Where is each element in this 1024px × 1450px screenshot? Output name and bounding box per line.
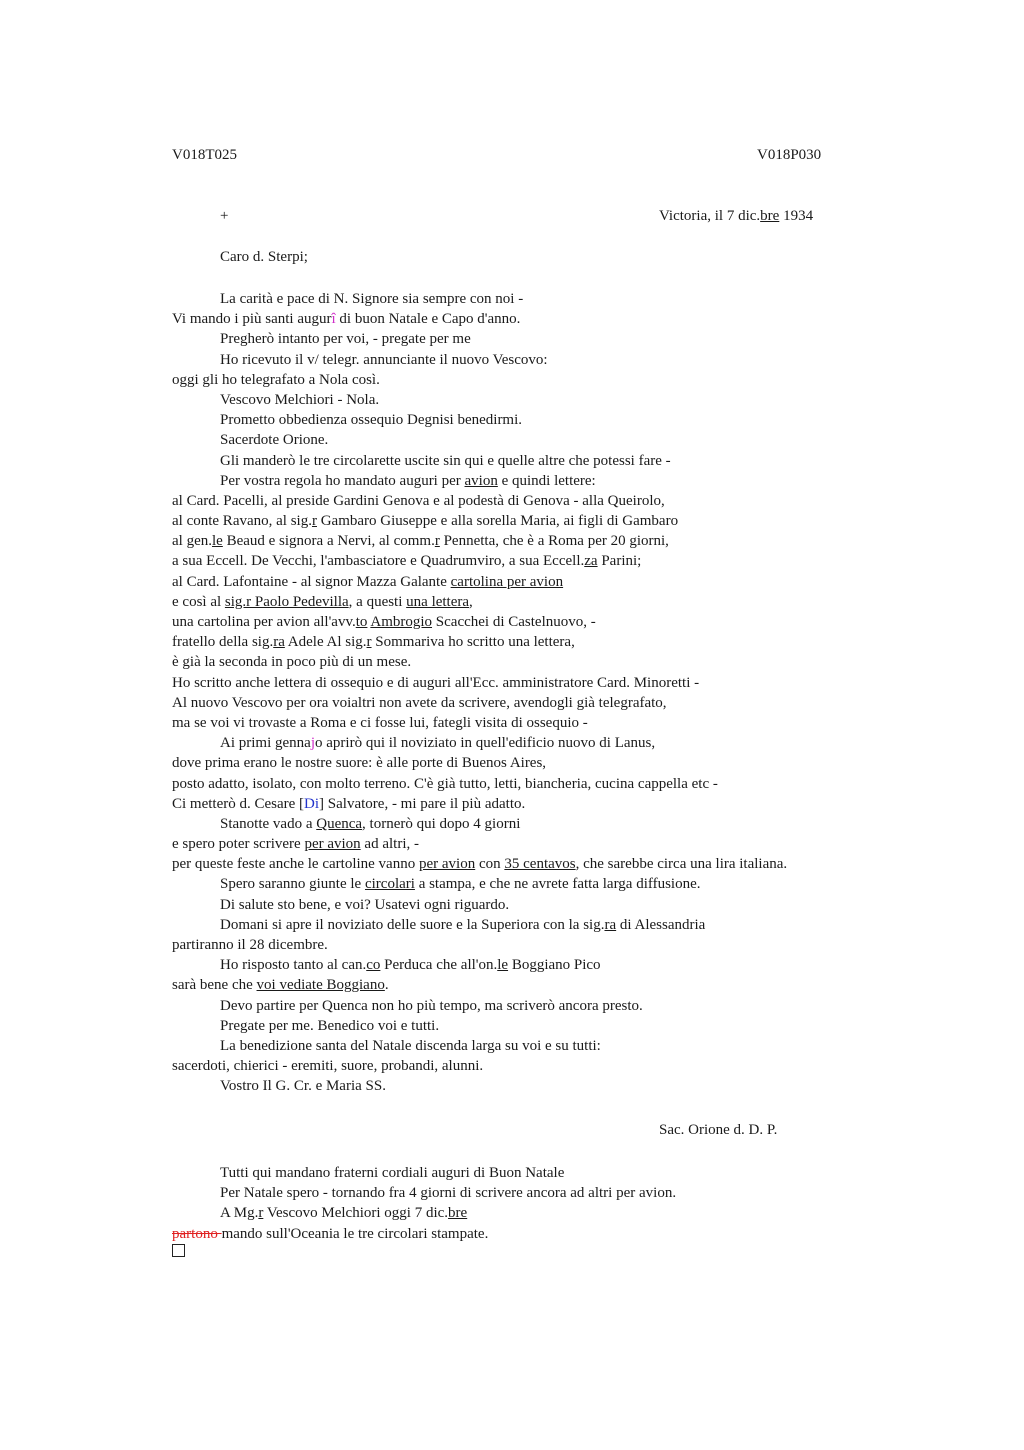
body-line: al Card. Pacelli, al preside Gardini Genova e al podestà di Genova - alla Queirolo, <box>172 492 665 509</box>
document-code-right: V018P030 <box>757 147 822 163</box>
body-line: Spero saranno giunte le circolari a stampa, e che ne avrete fatta larga diffusione. <box>220 876 701 893</box>
body-line: Al nuovo Vescovo per ora voialtri non avete da scrivere, avendogli già telegrafato, <box>172 694 667 711</box>
body-line: a sua Eccell. De Vecchi, l'ambasciatore e Quadrumviro, a sua Eccell.za Parini; <box>172 553 642 570</box>
signature: Sac. Orione d. D. P. <box>659 1122 778 1138</box>
body-line: per queste feste anche le cartoline vanno per avion con 35 centavos, che sarebbe circa una lira italiana. <box>172 856 788 873</box>
body-line: fratello della sig.ra Adele Al sig.r Sommariva ho scritto una lettera, <box>172 634 575 651</box>
body-line: Per vostra regola ho mandato auguri per avion e quindi lettere: <box>220 472 596 489</box>
body-line: è già la seconda in poco più di un mese. <box>172 654 412 671</box>
body-line: Ai primi gennajo aprirò qui il noviziato in quell'edificio nuovo di Lanus, <box>220 735 656 752</box>
body-line: al conte Ravano, al sig.r Gambaro Giuseppe e alla sorella Maria, ai figli di Gambaro <box>172 513 679 530</box>
body-line: ma se voi vi trovaste a Roma e ci fosse lui, fategli visita di ossequio - <box>172 714 588 731</box>
postscript-line: partono mando sull'Oceania le tre circolari stampate. <box>172 1225 489 1242</box>
body-line: Gli manderò le tre circolarette uscite sin qui e quelle altre che potessi fare - <box>220 452 671 469</box>
salutation: Caro d. Sterpi; <box>220 249 308 265</box>
body-line: Prometto obbedienza ossequio Degnisi benedirmi. <box>220 412 523 429</box>
body-line: Vescovo Melchiori - Nola. <box>220 391 380 408</box>
body-line: oggi gli ho telegrafato a Nola così. <box>172 371 380 388</box>
body-line: Pregate per me. Benedico voi e tutti. <box>220 1017 440 1034</box>
body-line: posto adatto, isolato, con molto terreno. C'è già tutto, letti, biancheria, cucina cappella etc - <box>172 775 718 792</box>
body-line: e spero poter scrivere per avion ad altri, - <box>172 836 419 853</box>
body-line: Sacerdote Orione. <box>220 432 329 449</box>
body-line: Ho scritto anche lettera di ossequio e di auguri all'Ecc. amministratore Card. Minoretti - <box>172 674 700 691</box>
document-code-left: V018T025 <box>172 147 237 163</box>
body-line: La benedizione santa del Natale discenda larga su voi e su tutti: <box>220 1037 601 1054</box>
postscript-line: Tutti qui mandano fraterni cordiali auguri di Buon Natale <box>220 1165 565 1181</box>
dateline: Victoria, il 7 dic.bre 1934 <box>659 208 814 224</box>
body-line: Stanotte vado a Quenca, tornerò qui dopo 4 giorni <box>220 815 521 832</box>
body-line: Ci metterò d. Cesare [Di] Salvatore, - mi pare il più adatto. <box>172 795 526 812</box>
postscript-line: Per Natale spero - tornando fra 4 giorni di scrivere ancora ad altri per avion. <box>220 1185 677 1202</box>
body-line: una cartolina per avion all'avv.to Ambrogio Scacchei di Castelnuovo, - <box>172 614 596 630</box>
body-line: dove prima erano le nostre suore: è alle porte di Buenos Aires, <box>172 755 547 772</box>
body-line: partiranno il 28 dicembre. <box>172 937 328 953</box>
body-line: Domani si apre il noviziato delle suore e la Superiora con la sig.ra di Alessandria <box>220 916 706 933</box>
body-line: Ho risposto tanto al can.co Perduca che all'on.le Boggiano Pico <box>220 957 601 974</box>
deleted-text: partono <box>172 1225 222 1242</box>
body-line: Vi mando i più santi augurî di buon Natale e Capo d'anno. <box>172 311 521 328</box>
body-line: Pregherò intanto per voi, - pregate per me <box>220 331 471 348</box>
body-line: Ho ricevuto il v/ telegr. annunciante il nuovo Vescovo: <box>220 351 548 368</box>
letter-body <box>172 289 992 1097</box>
body-line: al gen.le Beaud e signora a Nervi, al comm.r Pennetta, che è a Roma per 20 giorni, <box>172 533 669 550</box>
body-line: Di salute sto bene, e voi? Usatevi ogni riguardo. <box>220 896 510 913</box>
body-line: Vostro Il G. Cr. e Maria SS. <box>220 1078 386 1095</box>
body-line: al Card. Lafontaine - al signor Mazza Galante cartolina per avion <box>172 573 564 590</box>
body-line: sacerdoti, chierici - eremiti, suore, probandi, alunni. <box>172 1058 484 1075</box>
body-line: sarà bene che voi vediate Boggiano. <box>172 977 389 994</box>
cross-symbol: + <box>220 208 229 224</box>
postscript <box>172 1163 992 1244</box>
body-line: Devo partire per Quenca non ho più tempo, ma scriverò ancora presto. <box>220 997 643 1014</box>
end-box-icon <box>172 1244 185 1257</box>
postscript-line: A Mg.r Vescovo Melchiori oggi 7 dic.bre <box>220 1205 468 1222</box>
body-line: La carità e pace di N. Signore sia sempre con noi - <box>220 291 524 307</box>
body-line: e così al sig.r Paolo Pedevilla, a questi una lettera, <box>172 593 473 610</box>
